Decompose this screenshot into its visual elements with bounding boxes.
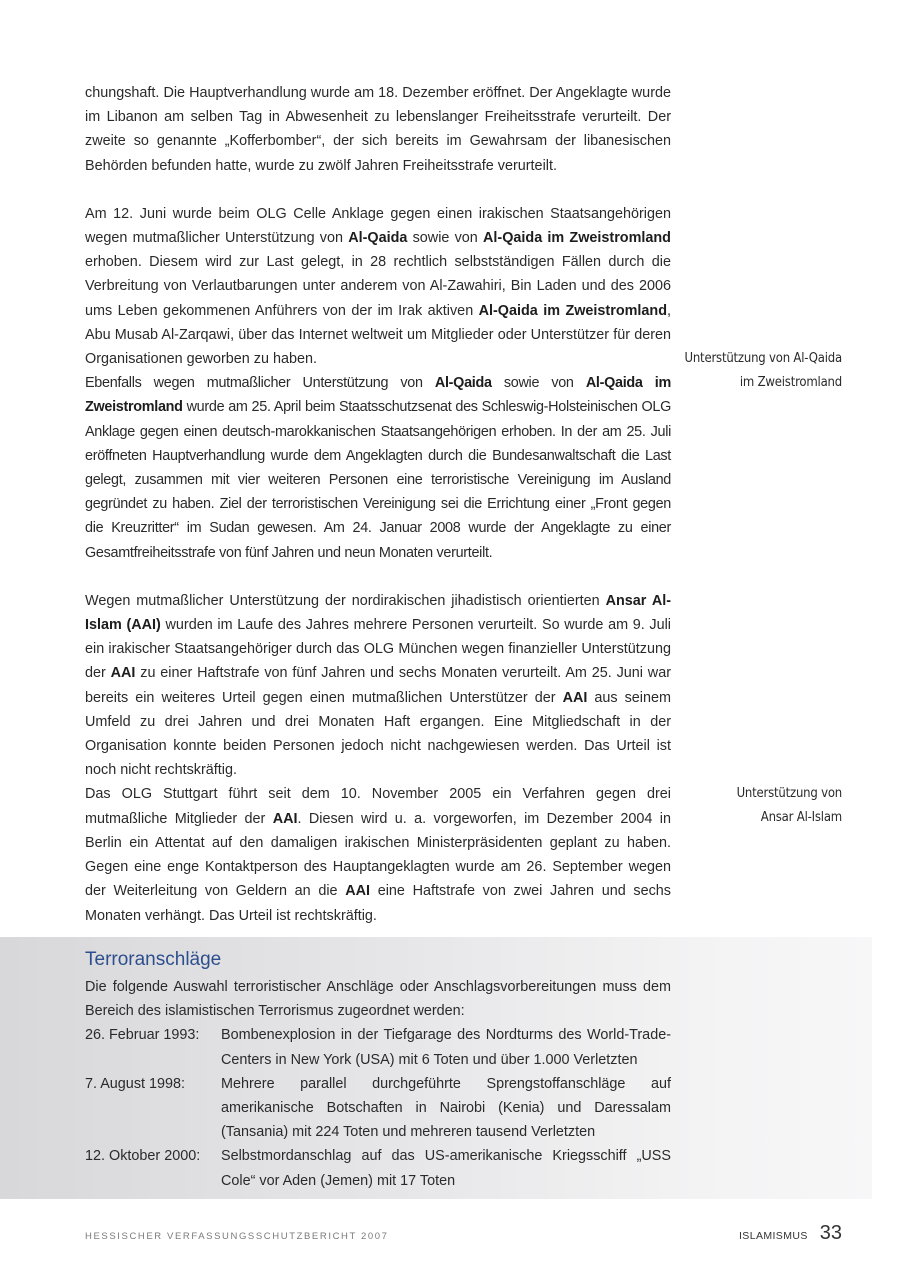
footer-section-title: ISLAMISMUS	[738, 1230, 808, 1242]
footer-page-info	[739, 1222, 842, 1245]
box-content	[85, 947, 671, 1193]
paragraph-olg-celle: Am 12. Juni wurde beim OLG Celle Anklage gegen einen irakischen Staatsangehörigen wegen mutmaßlicher Unterstützung von Al-Qaida sowie von Al-Qaida im Zweistromland erhoben. Diesem wird zur Last gelegt, in 28 rechtlich selbstständigen Fällen durch die Verbreitung von Verlautbarungen unter anderem von Al-Zawahiri, Bin Laden und des 2006 ums Leben gekommenen Anführers von der im Irak aktiven Al-Qaida im Zweistromland, Abu Musab Al-Zarqawi, über das Internet weltweit um Mitglieder oder Unterstützer für deren Organisationen geworben zu haben.	[85, 205, 671, 368]
footer-publication: HESSISCHER VERFASSUNGSSCHUTZBERICHT 2007	[85, 1231, 389, 1242]
event-item	[85, 1144, 671, 1192]
paragraph-olg-stuttgart: Das OLG Stuttgart führt seit dem 10. November 2005 ein Verfahren gegen drei mutmaßliche Mitglieder der AAI. Diesen wird u. a. vorgeworfen, im Dezember 2004 in Berlin ein Attentat auf den damaligen irakischen Ministerpräsidenten geplant zu haben. Gegen eine enge Kontaktperson des Hauptangeklagten wurde am 26. September wegen der Weiterleitung von Geldern an die AAI eine Haftstrafe von zwei Jahren und sechs Monaten verhängt. Das Urteil ist rechtskräftig.	[85, 786, 672, 924]
margin-note-ansar-al-islam	[652, 782, 842, 830]
margin-note-line: Ansar Al-Islam	[760, 810, 842, 825]
paragraph-ansar-al-islam: Wegen mutmaßlicher Unterstützung der nordirakischen jihadistisch orientierten Ansar Al-Islam (AAI) wurden im Laufe des Jahres mehrere Personen verurteilt. So wurde am 9. Juli ein irakischer Staatsangehöriger durch das OLG München wegen finanzieller Unterstützung der AAI zu einer Haftstrafe von fünf Jahren und sechs Monaten verurteilt. Am 25. Juni war bereits ein weiteres Urteil gegen einen mutmaßlichen Unterstützer der AAI aus seinem Umfeld zu drei Jahren und drei Monaten Haft ergangen. Eine Mitgliedschaft in der Organisation konnte beiden Personen jedoch nicht nachgewiesen werden. Das Urteil ist noch nicht rechtskräftig.	[85, 592, 672, 779]
main-text	[85, 81, 671, 928]
event-text: Bombenexplosion in der Tiefgarage des Nordturms des World-Trade-Centers in New York (USA) mit 6 Toten und über 1.000 Verletzten	[221, 1027, 671, 1068]
event-text: Mehrere parallel durchgeführte Sprengstoffanschläge auf amerikanische Botschaften in Nairobi (Kenia) und Daressalam (Tansania) mit 224 Toten und mehreren tausend Verletzten	[221, 1075, 671, 1141]
margin-note-line: Unterstützung von	[736, 786, 842, 801]
event-date: 12. Oktober 2000:	[85, 1148, 201, 1165]
page-number: 33	[819, 1222, 842, 1244]
margin-note-al-qaida	[652, 347, 842, 395]
paragraph-kofferbomber: chungshaft. Die Hauptverhandlung wurde am 18. Dezember eröffnet. Der Angeklagte wurde im Libanon am selben Tag in Abwesenheit zu lebenslanger Freiheitsstrafe verurteilt. Der zweite so genannte „Kofferbomber“, der sich bereits im Gewahrsam der libanesischen Behörden befunden hatte, wurde zu zwölf Jahren Freiheitsstrafe verurteilt.	[85, 85, 671, 174]
box-title: Terroranschläge	[85, 949, 222, 970]
event-date: 7. August 1998:	[85, 1075, 186, 1092]
event-item	[85, 1072, 671, 1145]
paragraph-olg-schleswig: Ebenfalls wegen mutmaßlicher Unterstützung von Al-Qaida sowie von Al-Qaida im Zweistromland wurde am 25. April beim Staatsschutzsenat des Schleswig-Holsteinischen OLG Anklage gegen einen deutsch-marokkanischen Staatsangehörigen erhoben. In der am 25. Juli eröffneten Hauptverhandlung wurde dem Angeklagten durch die Bundesanwaltschaft die Last gelegt, zusammen mit vier weiteren Personen eine terroristische Vereinigung im Ausland gegründet zu haben. Ziel der terroristischen Vereinigung sei die Errichtung einer „Front gegen die Kreuzritter“ im Sudan gewesen. Am 24. Januar 2008 wurde der Angeklagte zu einer Gesamtfreiheitsstrafe von fünf Jahren und neun Monaten verurteilt.	[85, 375, 671, 561]
margin-note-line: Unterstützung von Al-Qaida	[684, 351, 842, 366]
margin-note-line: im Zweistromland	[739, 375, 842, 390]
event-date: 26. Februar 1993:	[85, 1027, 200, 1044]
event-item	[85, 1023, 671, 1071]
event-text: Selbstmordanschlag auf das US-amerikanische Kriegsschiff „USS Cole“ vor Aden (Jemen) mit 17 Toten	[221, 1148, 671, 1189]
box-intro: Die folgende Auswahl terroristischer Anschläge oder Anschlagsvorbereitungen muss dem Bereich des islamistischen Terrorismus zugeordnet werden:	[85, 979, 671, 1020]
terroranschlaege-box	[0, 937, 872, 1199]
